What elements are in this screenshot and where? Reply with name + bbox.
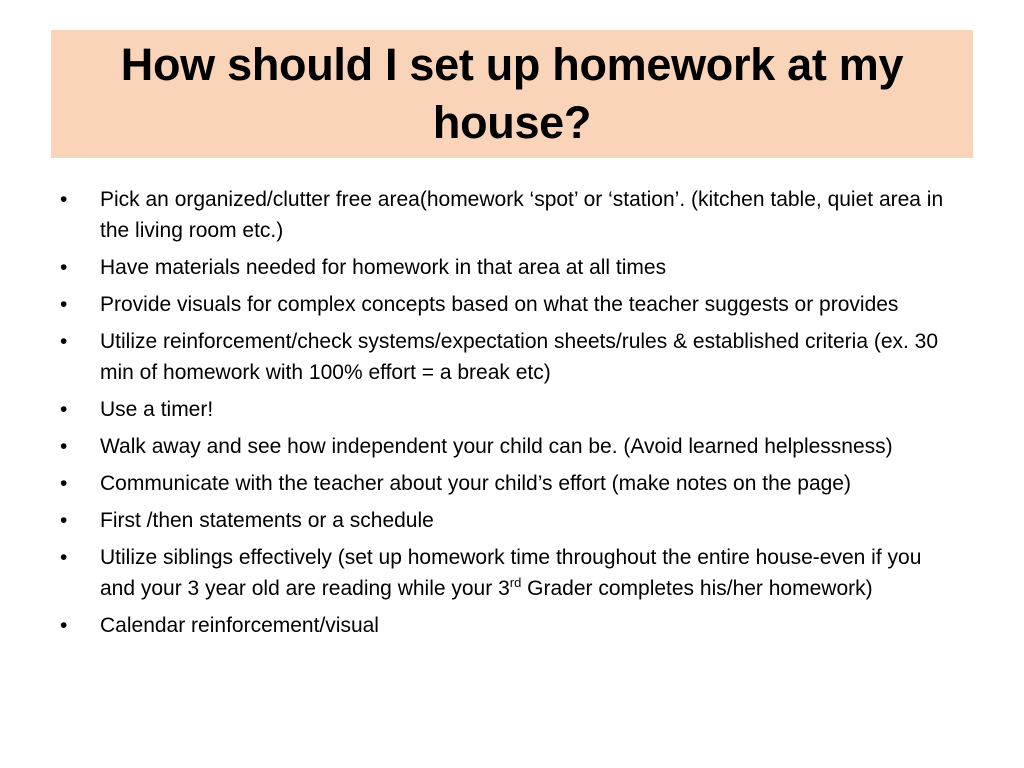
bullet-icon: • — [60, 293, 68, 316]
bullet-text: Use a timer! — [100, 398, 214, 421]
bullet-item — [58, 394, 958, 425]
bullet-item — [58, 610, 958, 641]
bullet-text-part: Grader completes his/her homework) — [521, 577, 873, 600]
bullet-text: Utilize reinforcement/check systems/expectation sheets/rules & established criteria (ex. 30 min of homework with 100% effort = a break etc) — [100, 330, 939, 384]
bullet-icon: • — [60, 435, 68, 458]
bullet-text — [100, 546, 921, 600]
bullet-text: First /then statements or a schedule — [100, 509, 434, 532]
bullet-icon: • — [60, 546, 68, 569]
bullet-text: Walk away and see how independent your child can be. (Avoid learned helplessness) — [100, 435, 893, 458]
bullet-list — [58, 184, 958, 647]
bullet-item — [58, 505, 958, 536]
bullet-icon: • — [60, 256, 68, 279]
bullet-icon: • — [60, 188, 68, 211]
bullet-icon: • — [60, 509, 68, 532]
bullet-item — [58, 468, 958, 499]
bullet-icon: • — [60, 472, 68, 495]
bullet-item — [58, 252, 958, 283]
bullet-item — [58, 542, 958, 604]
bullet-item — [58, 184, 958, 246]
bullet-icon: • — [60, 614, 68, 637]
slide-title: How should I set up homework at my house? — [120, 39, 904, 148]
title-banner — [51, 30, 973, 158]
bullet-text: Communicate with the teacher about your child’s effort (make notes on the page) — [100, 472, 851, 495]
bullet-item — [58, 289, 958, 320]
bullet-text: Pick an organized/clutter free area(homework ‘spot’ or ‘station’. (kitchen table, quiet area in the living room etc.) — [100, 188, 944, 242]
bullet-text: Have materials needed for homework in that area at all times — [100, 256, 667, 279]
bullet-text: Provide visuals for complex concepts based on what the teacher suggests or provides — [100, 293, 899, 316]
bullet-item — [58, 326, 958, 388]
bullet-text: Calendar reinforcement/visual — [100, 614, 379, 637]
bullet-icon: • — [60, 398, 68, 421]
bullet-item — [58, 431, 958, 462]
bullet-text-part: Utilize siblings effectively (set up homework time throughout the entire house-even if you and your 3 year old are reading while your 3 — [100, 546, 922, 600]
bullet-icon: • — [60, 330, 68, 353]
ordinal-superscript: rd — [509, 575, 522, 590]
